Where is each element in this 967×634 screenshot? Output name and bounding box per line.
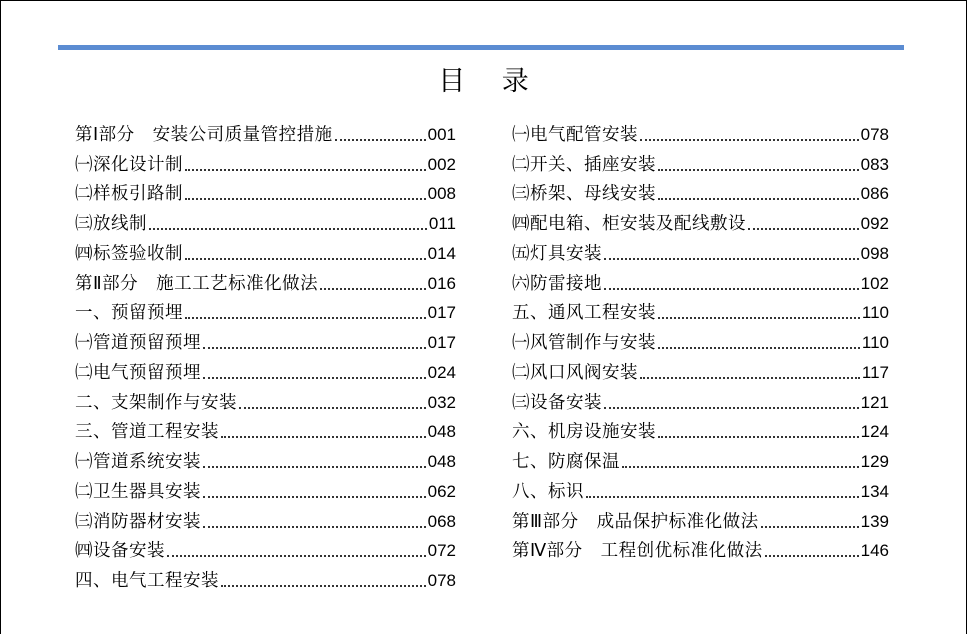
toc-entry[interactable]	[512, 474, 889, 504]
toc-dot-leader	[203, 466, 426, 468]
toc-entry-label: ㈠风管制作与安装	[512, 333, 656, 353]
toc-dot-leader	[604, 258, 859, 260]
toc-entry-label: 第Ⅲ部分 成品保护标准化做法	[512, 511, 759, 532]
toc-entry-page-number: 008	[427, 184, 456, 204]
toc-entry-page-number: 017	[427, 303, 456, 323]
toc-dot-leader	[203, 526, 426, 528]
toc-entry-page-number: 121	[860, 392, 889, 412]
toc-dot-leader	[185, 317, 426, 319]
toc-dot-leader	[221, 436, 426, 438]
toc-entry[interactable]	[75, 385, 456, 415]
toc-entry[interactable]	[512, 266, 889, 296]
toc-dot-leader	[658, 436, 859, 438]
toc-entry[interactable]	[512, 177, 889, 207]
toc-entry-label: ㈡风口风阀安装	[512, 362, 638, 383]
toc-dot-leader	[185, 258, 426, 260]
toc-dot-leader	[239, 407, 426, 409]
toc-entry[interactable]	[75, 296, 456, 326]
toc-dot-leader	[640, 139, 859, 141]
toc-entry-page-number: 072	[427, 541, 456, 561]
toc-entry-label: 二、支架制作与安装	[75, 392, 237, 413]
toc-entry-page-number: 032	[427, 392, 456, 412]
toc-dot-leader	[586, 496, 859, 498]
toc-dot-leader	[604, 288, 859, 290]
toc-entry-label: ㈠深化设计制	[75, 154, 183, 175]
toc-dot-leader	[335, 139, 426, 141]
toc-dot-leader	[658, 347, 860, 349]
toc-entry[interactable]	[512, 415, 889, 445]
toc-entry-page-number: 102	[860, 273, 889, 293]
toc-entry-label: ㈣标签验收制	[75, 243, 183, 264]
toc-entry[interactable]	[75, 147, 456, 177]
toc-dot-leader	[149, 228, 427, 230]
toc-dot-leader	[221, 585, 426, 587]
toc-entry-label: 第Ⅰ部分 安装公司质量管控措施	[75, 124, 333, 145]
toc-entry[interactable]	[75, 236, 456, 266]
toc-entry[interactable]	[512, 444, 889, 474]
toc-entry[interactable]	[75, 474, 456, 504]
toc-entry-label: ㈡开关、插座安装	[512, 154, 656, 175]
toc-entry-label: ㈢设备安装	[512, 392, 602, 413]
toc-dot-leader	[320, 288, 426, 290]
toc-dot-leader	[185, 169, 426, 171]
toc-entry-page-number: 129	[860, 452, 889, 471]
toc-entry-label: 七、防腐保温	[512, 452, 620, 472]
toc-entry-label: 五、通风工程安装	[512, 303, 656, 324]
toc-entry-label: ㈡卫生器具安装	[75, 481, 201, 502]
toc-entry[interactable]	[512, 206, 889, 236]
toc-entry[interactable]	[75, 415, 456, 445]
toc-entry-label: ㈣配电箱、柜安装及配线敷设	[512, 214, 746, 234]
toc-entry-label: 八、标识	[512, 481, 584, 502]
toc-entry[interactable]	[75, 325, 456, 355]
toc-entry-page-number: 098	[860, 243, 889, 263]
toc-entry-label: 一、预留预埋	[75, 303, 183, 324]
toc-entry-label: ㈡电气预留预埋	[75, 362, 201, 383]
page-title: 目 录	[438, 66, 543, 97]
toc-entry-label: 六、机房设施安装	[512, 422, 656, 443]
toc-entry-page-number: 134	[860, 481, 889, 501]
toc-dot-leader	[167, 555, 426, 557]
toc-dot-leader	[748, 228, 859, 230]
toc-dot-leader	[203, 347, 426, 349]
toc-entry-page-number: 092	[860, 214, 889, 233]
toc-entry-label: ㈢桥架、母线安装	[512, 184, 656, 205]
toc-dot-leader	[761, 526, 859, 528]
toc-dot-leader	[658, 317, 860, 319]
toc-entry-page-number: 048	[427, 422, 456, 442]
toc-entry[interactable]	[512, 117, 889, 147]
toc-entry-page-number: 110	[861, 303, 889, 323]
toc-entry[interactable]	[75, 444, 456, 474]
toc-entry-page-number: 014	[427, 243, 456, 263]
toc-entry-label: ㈢放线制	[75, 214, 147, 234]
toc-entry-label: ㈢消防器材安装	[75, 511, 201, 532]
toc-entry-label: 第Ⅱ部分 施工工艺标准化做法	[75, 273, 319, 294]
toc-entry[interactable]	[512, 534, 889, 564]
toc-entry[interactable]	[75, 177, 456, 207]
toc-entry[interactable]	[75, 504, 456, 534]
toc-entry-label: ㈤灯具安装	[512, 243, 602, 264]
toc-dot-leader	[765, 555, 859, 557]
toc-entry-label: ㈣设备安装	[75, 541, 165, 562]
toc-entry[interactable]	[75, 206, 456, 236]
toc-right-column	[512, 117, 889, 563]
top-accent-rule	[58, 45, 904, 50]
toc-entry-page-number: 146	[860, 541, 889, 561]
toc-entry-page-number: 016	[427, 273, 456, 293]
toc-entry[interactable]	[512, 147, 889, 177]
toc-entry-page-number: 110	[861, 333, 889, 352]
toc-entry-page-number: 017	[427, 333, 456, 352]
toc-entry-label: ㈠管道预留预埋	[75, 333, 201, 353]
toc-dot-leader	[658, 169, 859, 171]
toc-dot-leader	[640, 377, 860, 379]
toc-entry[interactable]	[75, 563, 456, 593]
toc-entry-page-number: 117	[861, 362, 889, 382]
toc-entry-page-number: 139	[860, 511, 889, 531]
toc-entry[interactable]	[75, 534, 456, 564]
toc-entry[interactable]	[512, 355, 889, 385]
toc-dot-leader	[622, 466, 859, 468]
toc-entry-page-number: 078	[860, 124, 889, 144]
toc-entry-page-number: 068	[427, 511, 456, 531]
toc-entry-page-number: 124	[860, 422, 889, 442]
toc-dot-leader	[658, 198, 859, 200]
toc-entry-page-number: 002	[427, 154, 456, 174]
toc-entry[interactable]	[512, 325, 889, 355]
toc-entry[interactable]	[512, 296, 889, 326]
toc-entry[interactable]	[75, 266, 456, 296]
toc-entry-label: 四、电气工程安装	[75, 571, 219, 591]
toc-entry-page-number: 062	[427, 481, 456, 501]
toc-left-column	[75, 117, 456, 593]
toc-dot-leader	[604, 407, 859, 409]
toc-dot-leader	[203, 377, 426, 379]
toc-entry-page-number: 078	[427, 571, 456, 590]
toc-entry-label: ㈡样板引路制	[75, 184, 183, 205]
toc-entry[interactable]	[512, 504, 889, 534]
toc-entry-label: ㈠管道系统安装	[75, 452, 201, 472]
toc-entry-label: 第Ⅳ部分 工程创优标准化做法	[512, 541, 763, 562]
toc-dot-leader	[185, 198, 426, 200]
toc-dot-leader	[203, 496, 426, 498]
toc-entry[interactable]	[512, 385, 889, 415]
toc-entry[interactable]	[512, 236, 889, 266]
toc-entry-page-number: 024	[427, 362, 456, 382]
toc-entry-page-number: 083	[860, 154, 889, 174]
toc-entry-page-number: 048	[427, 452, 456, 471]
toc-entry-page-number: 011	[428, 214, 456, 233]
toc-entry-page-number: 086	[860, 184, 889, 204]
toc-entry-label: ㈠电气配管安装	[512, 124, 638, 145]
toc-entry[interactable]	[75, 355, 456, 385]
toc-entry[interactable]	[75, 117, 456, 147]
toc-entry-label: ㈥防雷接地	[512, 273, 602, 294]
toc-entry-label: 三、管道工程安装	[75, 422, 219, 443]
toc-entry-page-number: 001	[427, 124, 456, 144]
